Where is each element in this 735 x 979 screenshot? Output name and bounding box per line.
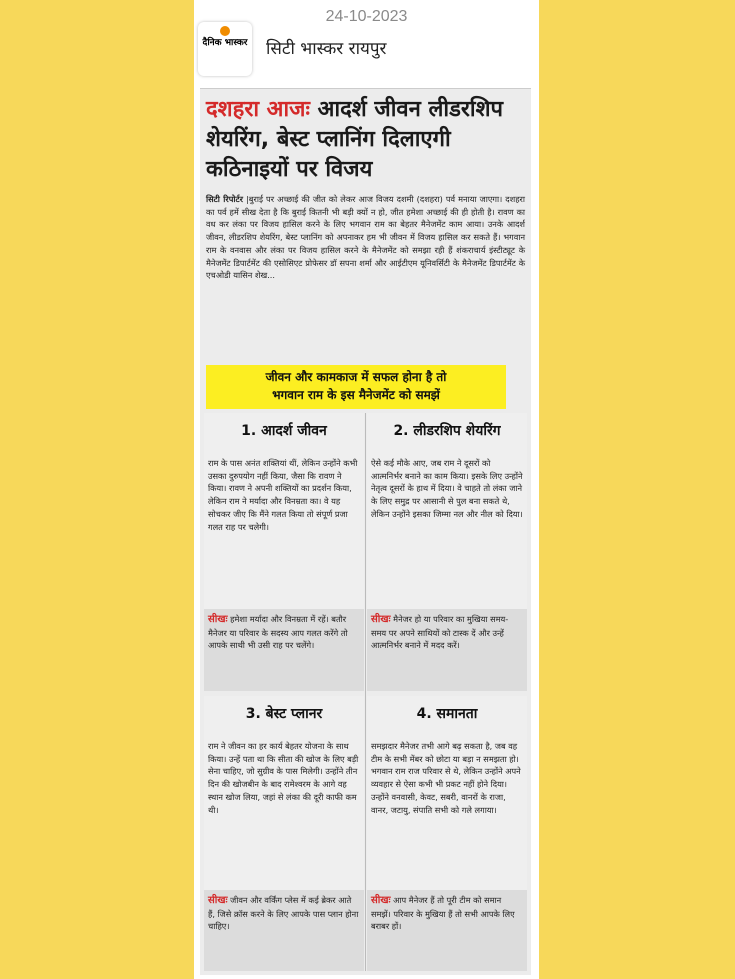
section-text: समझदार मैनेजर तभी आगे बढ़ सकता है, जब वह टीम के सभी मेंबर को छोटा या बड़ा न समझता हो। भगवान राम राज परिवार से थे, लेकिन उन्होंने अपने व्यवहार से ऐसा कभी भी प्रकट नहीं होने दिया। उन्होंने वनवासी, केवट, सबरी, वानरों के राजा, वानर, जटायु, संपाति सभी को गले लगाया।	[371, 741, 521, 815]
sun-logo-icon	[220, 26, 230, 36]
highlight-banner	[206, 365, 506, 409]
section-title: 2. लीडरशिप शेयरिंग	[393, 423, 501, 439]
section-title: 1. आदर्श जीवन	[241, 423, 327, 439]
section-text: ऐसे कई मौके आए, जब राम ने दूसरों को आत्मनिर्भर बनाने का काम किया। इसके लिए उन्होंने नेतृत्व दूसरों के हाथ में दिया। वे चाहते तो लंका जाने के लिए समुद्र पर आसानी से पुल बना सकते थे, लेकिन उन्होंने इसका जिम्मा नल और नील को दिया।	[371, 458, 523, 519]
lesson-label: सीखः	[371, 614, 391, 625]
banner-line-2: भगवान राम के इस मैनेजमेंट को समझें	[272, 388, 440, 402]
logo-text: दैनिक भास्कर	[202, 38, 248, 48]
article	[200, 88, 531, 975]
intro-text: |बुराई पर अच्छाई की जीत को लेकर आज विजय दशमी (दशहरा) पर्व मनाया जाएगा। दशहरा का पर्व हमें सीख देता है कि बुराई कितनी भी बड़ी क्यों न हो, जीत हमेशा अच्छाई की ही होती है। रावण का वध कर लंका पर विजय हासिल करने के लिए भगवान राम का बेहतर मैनेजमेंट काम आया। उनके आदर्श जीवन, लीडरशिप शेयरिंग, बेस्ट प्लानिंग को अपनाकर हम भी जीवन में विजय हासिल कर सकते हैं। भगवान राम के वनवास और लंका पर विजय हासिल करने के मैनेजमेंट को समझा रही हैं शंकराचार्य इंस्टीट्यूट के मैनेजमेंट डिपार्टमेंट की एसोसिएट प्रोफेसर डॉ सपना शर्मा और आईटीएम यूनिवर्सिटी के मैनेजमेंट डिपार्टमेंट के एचओडी यासिन शेख...	[206, 194, 526, 281]
lesson-label: सीखः	[371, 895, 391, 906]
byline: सिटी रिपोर्टर	[206, 194, 243, 204]
date-label: 24-10-2023	[325, 8, 408, 25]
intro-paragraph	[206, 193, 525, 282]
lesson-label: सीखः	[208, 895, 228, 906]
headline-text: आदर्श जीवन लीडरशिप शेयरिंग, बेस्ट प्लानिंग दिलाएगी कठिनाइयों पर विजय	[206, 97, 504, 182]
section-best-planner	[204, 696, 364, 971]
section-title: 3. बेस्ट प्लानर	[245, 706, 323, 722]
lesson-text: आप मैनेजर हैं तो पूरी टीम को समान समझें। परिवार के मुखिया हैं तो सभी आपके लिए बराबर हों।	[371, 895, 515, 932]
lesson-text: मैनेजर हो या परिवार का मुखिया समय-समय पर अपने साथियों को टास्क दें और उन्हें आत्मनिर्भर बनाने में मदद करें।	[371, 614, 509, 651]
lesson-box	[204, 609, 364, 691]
lesson-box	[204, 890, 364, 971]
headline	[206, 95, 527, 185]
lesson-label: सीखः	[208, 614, 228, 625]
publication-name: सिटी भास्कर रायपुर	[266, 39, 387, 59]
lesson-box	[367, 890, 527, 971]
lesson-box	[367, 609, 527, 691]
lesson-text: हमेशा मर्यादा और विनम्रता में रहें। बतौर मैनेजर या परिवार के सदस्य आप गलत करेंगे तो आपके साथी भी उसी राह पर चलेंगे।	[208, 614, 348, 651]
newspaper-logo	[198, 22, 252, 76]
section-equality	[367, 696, 527, 971]
headline-kicker: दशहरा आजः	[206, 97, 310, 122]
lesson-text: जीवन और वर्किंग प्लेस में कई ब्रेकर आते हैं, जिसे क्रॉस करने के लिए आपके पास प्लान होना चाहिए।	[208, 895, 359, 932]
section-leadership-sharing	[367, 413, 527, 691]
banner-line-1: जीवन और कामकाज में सफल होना है तो	[265, 370, 447, 384]
column-divider	[365, 413, 366, 971]
section-text: राम ने जीवन का हर कार्य बेहतर योजना के साथ किया। उन्हें पता था कि सीता की खोज के लिए बड़ी सेना चाहिए, जो सुग्रीव के पास मिलेगी। उन्होंने तीन दिन की खोजबीन के बाद रामेश्वरम के आगे वह स्थान खोज लिया, जहां से लंका की दूरी काफी कम थी।	[208, 741, 359, 815]
section-text: राम के पास अनंत शक्तियां थीं, लेकिन उन्होंने कभी उसका दुरुपयोग नहीं किया, जैसा कि रावण ने किया। रावण ने अपनी शक्तियों का प्रदर्शन किया, लेकिन राम ने मर्यादा और विनम्रता का। वे यह सोचकर जीए कि मैंने गलत किया तो संपूर्ण प्रजा गलत राह पर चलेगी।	[208, 458, 358, 532]
section-ideal-life	[204, 413, 364, 691]
section-title: 4. समानता	[416, 706, 478, 722]
newspaper-clipping-card	[194, 0, 539, 979]
